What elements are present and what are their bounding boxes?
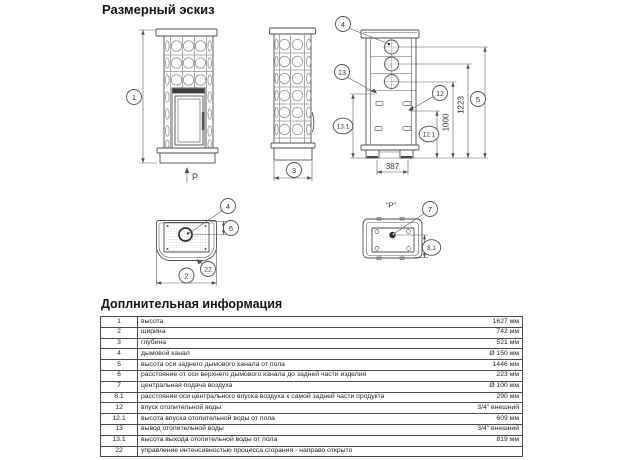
- row-value: Ø 150 мм: [430, 349, 523, 360]
- row-description: вывод отопительной воды: [138, 424, 431, 435]
- table-row: [101, 370, 523, 381]
- table-row: [101, 317, 523, 328]
- side-top-cap: [270, 28, 316, 34]
- svg-text:8.1: 8.1: [427, 244, 436, 252]
- balloon-height: [127, 90, 142, 105]
- bottom-inner-contour: [367, 223, 419, 256]
- balloon-central-air: [423, 202, 438, 217]
- row-value: Ø 100 мм: [430, 381, 523, 392]
- row-number: 3: [101, 338, 138, 349]
- page-title: Размерный эскиз: [102, 2, 215, 17]
- row-value: 290 мм: [430, 392, 523, 403]
- info-section-title: Доплнительная информация: [101, 297, 283, 311]
- row-number: 2: [101, 327, 138, 338]
- svg-text:22: 22: [204, 266, 212, 274]
- door-glass: [178, 99, 200, 142]
- row-value: 1627 мм: [430, 317, 523, 328]
- balloon-water-outlet: [335, 65, 350, 80]
- row-description: расстояние от оси верхнего дымового канала до задней части изделия: [138, 370, 431, 381]
- balloon-water-outlet-height: [333, 118, 353, 134]
- row-value: 819 мм: [430, 435, 523, 446]
- rear-dimensions: [347, 28, 488, 175]
- side-door-handle: [312, 112, 314, 132]
- front-plinth: [160, 153, 215, 163]
- row-number: 5: [101, 360, 138, 371]
- svg-text:13.1: 13.1: [336, 123, 350, 131]
- balloon-depth: [287, 163, 302, 178]
- svg-text:2: 2: [184, 271, 189, 281]
- direction-arrow-head: [185, 167, 189, 173]
- svg-text:7: 7: [427, 204, 433, 214]
- table-row: [101, 381, 523, 392]
- balloon-water-inlet: [433, 86, 448, 101]
- row-number: 8.1: [101, 392, 138, 403]
- flue-crosshairs: [383, 38, 401, 91]
- dimension-387: 387: [385, 162, 400, 171]
- row-number: 12: [101, 403, 138, 414]
- row-value: 742 мм: [430, 327, 523, 338]
- rear-connection-stubs: [375, 102, 411, 131]
- table-row: [101, 403, 523, 414]
- top-grid-pattern: [166, 226, 208, 251]
- table-row: [101, 392, 523, 403]
- row-number: 12.1: [101, 414, 138, 425]
- row-value: 1446 мм: [430, 360, 523, 371]
- row-description: управление интенсивностью процесса сгорания - направо открыто: [138, 446, 431, 457]
- bottom-view: [363, 201, 428, 260]
- svg-text:1: 1: [131, 92, 137, 102]
- row-description: впуск отопительной воды: [138, 403, 431, 414]
- row-number: 7: [101, 381, 138, 392]
- row-value: 3/4" внешний: [430, 403, 523, 414]
- row-description: расстояние оси центрального впуска воздуха к самой задней части продукта: [138, 392, 431, 403]
- rear-top-cap: [361, 30, 419, 38]
- svg-text:4: 4: [340, 19, 346, 29]
- front-view: [139, 29, 218, 183]
- row-value: 3/4" внешний: [430, 424, 523, 435]
- row-number: 6: [101, 370, 138, 381]
- balloon-water-inlet-height: [419, 126, 439, 142]
- row-description: ширина: [138, 327, 431, 338]
- row-value: 609 мм: [430, 414, 523, 425]
- balloon-air-axis-distance: [422, 240, 440, 256]
- side-plinth: [274, 148, 312, 160]
- central-air-highlight: [393, 233, 395, 235]
- top-flue-outlet: [179, 228, 192, 241]
- svg-text:4: 4: [225, 201, 231, 211]
- row-number: 13.1: [101, 435, 138, 446]
- row-number: 22: [101, 446, 138, 457]
- table-row: [101, 338, 523, 349]
- balloon-flue-rear: [336, 17, 351, 32]
- door-vent-strip: [173, 89, 205, 94]
- side-base-molding: [271, 143, 315, 148]
- table-row: [101, 414, 523, 425]
- table-row: [101, 360, 523, 371]
- bottom-view-label: "P": [385, 200, 397, 210]
- svg-text:13: 13: [338, 69, 346, 77]
- svg-text:6: 6: [228, 223, 234, 233]
- table-row: [101, 327, 523, 338]
- row-description: высота выхода отопительной воды от пола: [138, 435, 431, 446]
- row-description: центральная подача воздуха: [138, 381, 431, 392]
- row-description: дымовой канал: [138, 349, 431, 360]
- row-number: 4: [101, 349, 138, 360]
- rear-view: [347, 28, 488, 175]
- front-base-molding: [157, 148, 218, 153]
- bottom-tabs: [377, 218, 404, 260]
- rear-base-molding: [361, 145, 419, 150]
- balloon-flue-top: [221, 199, 236, 214]
- info-table: [100, 316, 523, 457]
- balloon-flue-axis-height: [471, 92, 486, 107]
- row-number: 1: [101, 317, 138, 328]
- row-description: высота оси заднего дымового канала от пола: [138, 360, 431, 371]
- door-glass-frame: [175, 96, 203, 145]
- flue-leader-dot: [388, 43, 391, 46]
- dimension-1000: 1000: [441, 113, 451, 132]
- svg-text:3: 3: [291, 165, 297, 175]
- balloon-combustion-control: [201, 262, 216, 277]
- row-description: высота: [138, 317, 431, 328]
- svg-text:5: 5: [475, 94, 481, 104]
- central-air-inlet: [389, 232, 395, 238]
- dimension-1223: 1223: [456, 96, 466, 114]
- row-description: глубина: [138, 338, 431, 349]
- bottom-panel: [372, 228, 414, 252]
- table-row: [101, 349, 523, 360]
- row-description: высота впуска отопительной воды от пола: [138, 414, 431, 425]
- table-row: [101, 435, 523, 446]
- top-panel: [164, 223, 209, 253]
- side-tiles: [274, 34, 311, 143]
- direction-label: P: [192, 172, 199, 182]
- row-value: 223 мм: [430, 370, 523, 381]
- table-row: [101, 446, 523, 457]
- side-view: [270, 28, 316, 181]
- balloon-flue-rear-distance: [224, 221, 239, 236]
- row-value: [430, 446, 523, 457]
- row-number: 13: [101, 424, 138, 435]
- door-handle: [202, 112, 204, 130]
- front-top-cap: [156, 29, 217, 36]
- balloons: [127, 17, 486, 284]
- svg-text:12.1: 12.1: [422, 131, 436, 139]
- table-row: [101, 424, 523, 435]
- svg-text:12: 12: [436, 90, 444, 98]
- balloon-width: [179, 268, 194, 283]
- row-value: 521 мм: [430, 338, 523, 349]
